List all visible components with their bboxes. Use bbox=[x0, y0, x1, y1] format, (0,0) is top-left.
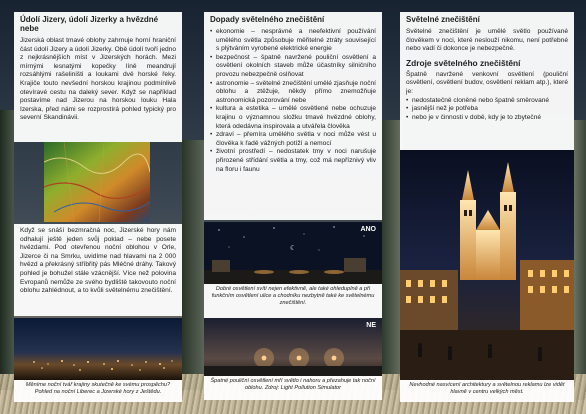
col1-title: Údolí Jizery, údolí Jizerky a hvězdné nebe bbox=[20, 15, 159, 33]
col3-title: Světelné znečištění bbox=[406, 15, 480, 24]
tree-line-edge bbox=[574, 120, 586, 400]
list-item: • nebo je v činnosti v době, kdy je to zbytečné bbox=[406, 114, 568, 123]
list-item: • nedostatečně cloněné nebo špatně směrované bbox=[406, 97, 568, 106]
svg-text:☾: ☾ bbox=[290, 244, 297, 252]
list-item: • jasnější než je potřeba bbox=[406, 105, 568, 114]
col1-paragraph-2: Když se snáší bezmračná noc, Jizerské hory nám odhalují ještě jeden svůj poklad – nebe posete hvězdami. Pod otevřenou noční oblohou v Orle, Jizerce či na Smrku, uvidíme nad hlavami na 2 000 hvězd a překrásný stříbřitý pás Mléčné dráhy. Takový pohled je bohužel stále vzácnější. Více než polovina Evropanů nemůže ze svého bydliště takovouto noční oblohu zahlédnout, a to kvůli světelnému znečištění. bbox=[20, 227, 176, 295]
col2-top-panel bbox=[204, 12, 382, 220]
list-item: • ekonomie – nesprávné a neefektivní používání umělého světla způsobuje měřitelné ztráty související s plýtváním vyrobené elektrické energie bbox=[210, 28, 376, 54]
night-city-photo bbox=[14, 318, 182, 380]
list-item: • astronomie – světelné znečištění umělé zjasňuje noční oblohu a ztěžuje, někdy přímo znemožňuje astronomická pozorování nebe bbox=[210, 80, 376, 106]
col3-top-panel bbox=[400, 12, 574, 150]
list-item: • bezpečnost – špatně navržené pouliční osvětlení a osvětlení okolních staveb může účastníky silničního provozu nebezpečně oslňovat bbox=[210, 54, 376, 80]
prague-night-photo bbox=[400, 150, 574, 380]
col3-caption: Nevhodné nasvícení architektury a světelnou reklamu lze vidět hlavně v centru velkých měst. bbox=[400, 380, 574, 402]
col2-caption-no: Špatné pouliční osvětlení mří světlo i nahoru a přezahuje tak noční oblohu. Zdroj: Light Pollution Simulator bbox=[204, 376, 382, 400]
col3-title-2: Zdroje světelného znečištění bbox=[406, 57, 521, 68]
col1-top-panel bbox=[14, 12, 182, 142]
col1-middle-panel bbox=[14, 224, 182, 316]
col2-title: Dopady světelného znečištění bbox=[210, 15, 325, 24]
list-item: • životní prostředí – nedostatek tmy v noci narušuje přirozené střídání světla a tmy, což má nepříznivý vliv na floru i faunu bbox=[210, 148, 376, 174]
col3-sources-list bbox=[406, 97, 568, 123]
col3-paragraph-1: Světelné znečištění je umělé světlo používané člověkem v noci, které neslouží nikomu, není potřebné nebo vadí či dokonce je nebezpečné. bbox=[406, 28, 568, 53]
col2-impact-list bbox=[210, 28, 376, 174]
tag-yes: ANO bbox=[360, 226, 376, 233]
terrain-map-image bbox=[44, 142, 150, 222]
col2-caption-yes: Dobré osvětlení svítí nejen efektivně, ale také ohleduplně a při funkčním osvětlení ulice a chodníku nezbytně také ke světelnému znečištění. bbox=[204, 284, 382, 318]
list-item: • kultura a estetika – umělé osvětlené nebe ochuzuje krajinu o významnou složku tmavé hvězdné oblohy, která odedávna inspirovala a utvářela člověka bbox=[210, 105, 376, 131]
tree-line-middle bbox=[182, 140, 204, 390]
tree-line-right bbox=[382, 120, 402, 390]
list-item: • zdraví – přemíra umělého světla v noci může vést u člověka k řadě vážných potíží a nemocí bbox=[210, 131, 376, 148]
col3-paragraph-2: Špatně navržené venkovní osvětlení (pouliční osvětlení, osvětlení budov, osvětlení reklam atp.), které je: bbox=[406, 70, 568, 95]
col1-paragraph-1: Jizerská oblast tmavé oblohy zahrnuje horní hraniční část údolí Jizery a údolí Jizerky. Obě údolí tvoří jedno z nejkrásnějších míst v Jizerských horách. Mezi mírnými lesnatými kopečky líně meandrují rozsáhlými rašeliništi a loukami dvě horské řeky. Krajiče touto nevšední horskou krajinou podmínlivě otevíravé cestu na daleký sever. Když se například postavíme nad Jizerou na horskou louku Hala Izerska, před námi se rozprostírá pohled typický pro severní Skandinávii. bbox=[20, 37, 176, 122]
good-lighting-simulation bbox=[204, 222, 382, 284]
tag-no: NE bbox=[366, 322, 376, 329]
bad-lighting-simulation bbox=[204, 318, 382, 376]
col1-caption: Měníme noční tvář krajiny skutečně ke svému prospěchu? Pohled na noční Liberec a Jizerské hory z Ještědu. bbox=[14, 380, 182, 402]
tree-line-left bbox=[0, 110, 14, 390]
